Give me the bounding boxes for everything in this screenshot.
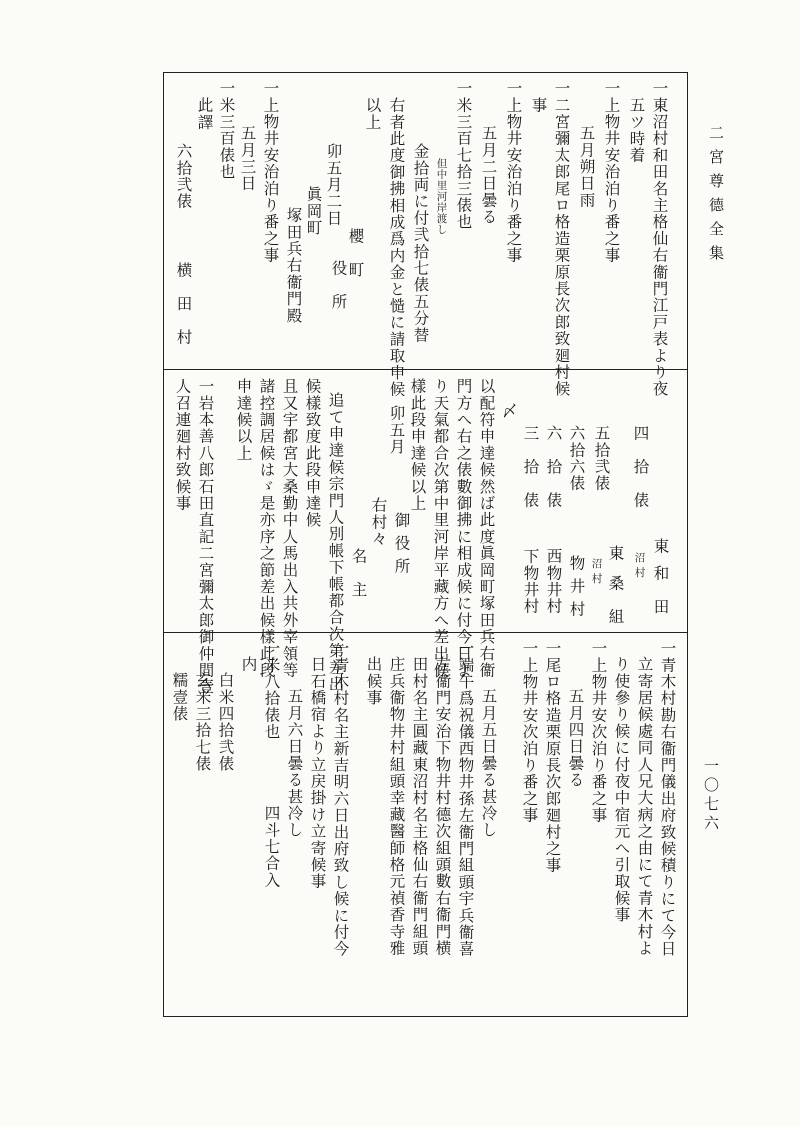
text-column: 東 <box>606 545 625 562</box>
text-column: 一上物井安治泊り番之事 <box>602 80 621 264</box>
text-column: 五月五日曇る甚冷し <box>479 688 498 839</box>
text-column: 眞岡町 <box>304 186 323 237</box>
text-column: 五拾弐俵 <box>592 425 611 492</box>
text-column: 一二宮彌太郎尾ロ格造栗原長次郎致廻村候 <box>552 80 571 398</box>
text-column: り使參り候に付夜中宿元へ引取候事 <box>612 656 631 924</box>
text-column: 沼 村 <box>590 558 603 584</box>
page-number: 一〇七六 <box>702 758 720 834</box>
text-column: 櫻 町 <box>346 228 365 279</box>
text-column: 一上物井安次泊り番之事 <box>589 640 608 824</box>
text-column: 一米八拾俵也 <box>262 640 281 741</box>
text-column: 一端午爲祝儀西物井孫左衞門組頭宇兵衞喜 <box>456 640 475 958</box>
text-column: 樣此段申達候以上 <box>408 378 427 512</box>
text-column: 候樣致度此段申達候 <box>303 378 322 529</box>
text-column: 一上物井安治泊り番之事 <box>504 80 523 264</box>
text-column: 右村々 <box>369 497 388 548</box>
text-column: 五月四日曇る <box>566 688 585 789</box>
text-column: 物 井 村 <box>567 555 586 618</box>
text-column: 一上物井安治泊り番之事 <box>261 80 280 264</box>
text-column: 一米三百俵也 <box>217 80 236 181</box>
text-column: 卯五月 <box>387 405 406 456</box>
text-column: 一米三百七拾三俵也 <box>454 80 473 231</box>
section-divider <box>163 632 688 633</box>
text-column: 一青木村名主新吉明六日出府致し候に付今 <box>331 640 350 958</box>
text-column: 申達候以上 <box>234 378 253 462</box>
text-column: 人召連廻村致候事 <box>173 378 192 512</box>
text-column: 一岩本善八郎石田直記二宮彌太郎御仲間壹 <box>196 378 215 696</box>
text-column: 五月六日曇る甚冷し <box>285 688 304 839</box>
text-column: 一東沼村和田名主格仙右衞門江戸表より夜 <box>650 80 669 398</box>
text-column: 門方へ右之俵數御拂に相成候に付今日よ <box>454 378 473 679</box>
running-title: 二宮尊德全集 <box>707 125 725 269</box>
total-mark: 〆 <box>502 402 518 420</box>
text-column: 内 <box>239 656 258 673</box>
text-column: 沼 村 <box>633 552 646 578</box>
text-column: 卯五月二日 <box>324 143 343 227</box>
text-column: 下物井村 <box>521 548 540 615</box>
text-column: 西物井村 <box>544 548 563 615</box>
text-column: 且又宇都宮大桑勤中人馬出入共外宰領等 <box>280 378 299 679</box>
text-column: 立寄居候處同人兄大病之由にて青木村よ <box>635 656 654 957</box>
text-column: 此譯 <box>195 97 214 131</box>
text-column: 名 主 <box>349 548 368 599</box>
text-column: 左衞門安治下物井村德次組頭數右衞門横 <box>433 656 452 957</box>
text-column: 東 <box>651 538 670 555</box>
text-column: 日石橋宿より立戻掛け立寄候事 <box>308 656 327 890</box>
text-column: 五月朔日雨 <box>577 125 596 209</box>
text-column: 五月二日曇る <box>479 125 498 226</box>
text-column: 桑 組 <box>606 575 625 626</box>
text-column: 六拾六俵 <box>567 425 586 492</box>
text-column: 以配符申達候然ば此度眞岡町塚田兵右衞 <box>477 378 496 679</box>
text-column: 一上物井安次泊り番之事 <box>520 640 539 824</box>
text-column: 五ツ時着 <box>627 97 646 164</box>
text-column: 役 所 <box>329 260 348 311</box>
text-column: 五月三日 <box>238 125 257 192</box>
text-column: 田村名主圓藏東沼村名主格仙右衞門組頭 <box>410 656 429 957</box>
text-column: 六拾弐俵 <box>174 143 193 210</box>
text-column: 庄兵衞物井村組頭幸藏醫師格元禎香寺雅 <box>387 656 406 957</box>
text-column: 三 拾 俵 <box>521 425 540 509</box>
text-column: 和 田 <box>651 565 670 616</box>
text-column: 但中里河岸渡し <box>435 158 448 235</box>
text-column: 諸控調居候はゞ是亦序之節差出候樣此段 <box>257 378 276 679</box>
text-column: 四 拾 俵 <box>631 425 650 509</box>
text-column: 六 拾 俵 <box>544 425 563 509</box>
text-column: 塚田兵右衞門殿 <box>284 207 303 324</box>
text-column: 追て申達候宗門人別帳下帳都合次第差出 <box>326 392 345 693</box>
text-column: 金拾両に付弐拾七俵五分替 <box>411 143 430 344</box>
text-column: 一青木村勘右衞門儀出府致候積りにて今日 <box>658 640 677 958</box>
text-column: 右者此度御拂相成爲内金と慥に請取申候 <box>387 97 406 398</box>
text-column: 四斗七合入 <box>262 805 281 889</box>
text-column: 一尾ロ格造栗原長次郎廻村之事 <box>543 640 562 874</box>
text-column: 以上 <box>363 97 382 131</box>
section-divider <box>163 369 688 370</box>
text-column: 御 役 所 <box>392 512 411 575</box>
text-column: 糯壹俵 <box>170 672 189 723</box>
text-column: 玄米三拾七俵 <box>193 672 212 773</box>
text-column: 横 田 村 <box>174 262 193 346</box>
text-column: 白米四拾弐俵 <box>216 672 235 773</box>
text-column: 出候事 <box>364 656 383 707</box>
text-column: 事 <box>529 97 548 114</box>
text-column: り天氣都合次第中里河岸平藏方へ差出候 <box>431 378 450 679</box>
